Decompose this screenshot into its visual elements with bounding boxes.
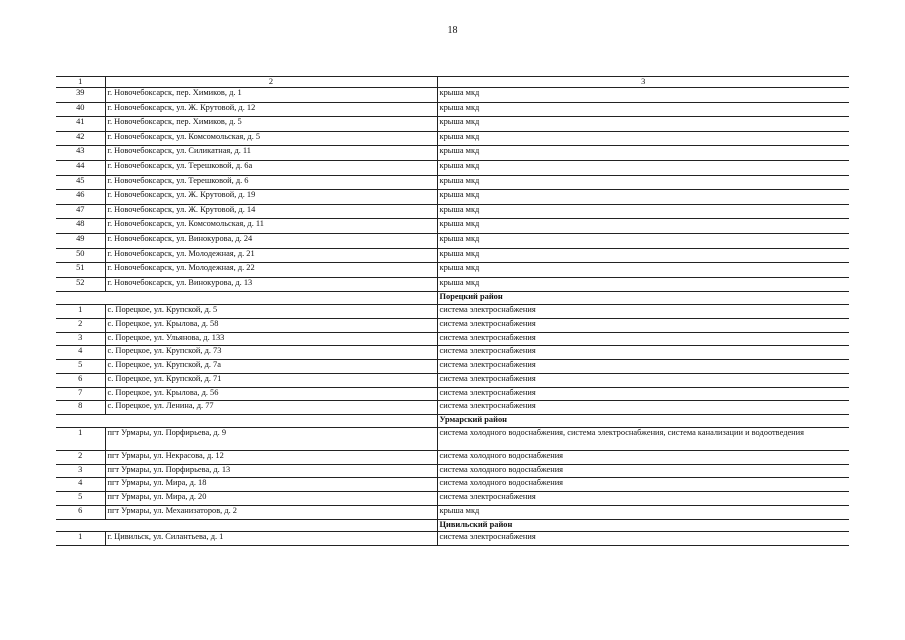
row-address: г. Новочебоксарск, ул. Винокурова, д. 13 — [105, 277, 437, 292]
row-address: г. Цивильск, ул. Силантьева, д. 1 — [105, 532, 437, 546]
table-row — [56, 117, 849, 132]
row-system: крыша мкд — [437, 204, 849, 219]
table-row — [56, 506, 849, 520]
table-row — [56, 401, 849, 415]
row-system: система электроснабжения — [437, 360, 849, 374]
row-number: 50 — [56, 248, 105, 263]
table-row — [56, 373, 849, 387]
row-address: пгт Урмары, ул. Порфирьева, д. 9 — [105, 427, 437, 450]
row-address: с. Порецкое, ул. Крупской, д. 71 — [105, 373, 437, 387]
row-number: 51 — [56, 263, 105, 278]
row-system: система холодного водоснабжения — [437, 478, 849, 492]
row-address: с. Порецкое, ул. Ульянова, д. 133 — [105, 332, 437, 346]
row-address: г. Новочебоксарск, ул. Силикатная, д. 11 — [105, 146, 437, 161]
column-header-address: 2 — [105, 77, 437, 88]
row-system: система электроснабжения — [437, 401, 849, 415]
district-name: Порецкий район — [437, 292, 849, 305]
table-row — [56, 263, 849, 278]
row-number: 6 — [56, 373, 105, 387]
row-number: 3 — [56, 332, 105, 346]
row-system: крыша мкд — [437, 88, 849, 103]
objects-table — [56, 76, 849, 546]
row-system: система электроснабжения — [437, 387, 849, 401]
row-system: система холодного водоснабжения — [437, 450, 849, 464]
row-number: 8 — [56, 401, 105, 415]
row-system: система электроснабжения — [437, 346, 849, 360]
row-number: 1 — [56, 427, 105, 450]
row-address: г. Новочебоксарск, ул. Комсомольская, д. 5 — [105, 131, 437, 146]
row-number: 2 — [56, 450, 105, 464]
row-number: 52 — [56, 277, 105, 292]
table-row — [56, 219, 849, 234]
district-name: Цивильский район — [437, 519, 849, 532]
district-header-row — [56, 292, 849, 305]
row-number: 39 — [56, 88, 105, 103]
row-number: 47 — [56, 204, 105, 219]
district-name: Урмарский район — [437, 415, 849, 428]
row-address: г. Новочебоксарск, пер. Химиков, д. 5 — [105, 117, 437, 132]
row-address: пгт Урмары, ул. Порфирьева, д. 13 — [105, 464, 437, 478]
table-row — [56, 277, 849, 292]
table-row — [56, 450, 849, 464]
page-number: 18 — [447, 25, 458, 36]
row-system: крыша мкд — [437, 146, 849, 161]
row-number: 1 — [56, 532, 105, 546]
row-system: крыша мкд — [437, 277, 849, 292]
row-system: система электроснабжения — [437, 318, 849, 332]
row-number: 45 — [56, 175, 105, 190]
row-number: 49 — [56, 233, 105, 248]
row-address: с. Порецкое, ул. Ленина, д. 77 — [105, 401, 437, 415]
row-address: г. Новочебоксарск, ул. Ж. Крутовой, д. 19 — [105, 190, 437, 205]
table-row — [56, 532, 849, 546]
row-address: с. Порецкое, ул. Крылова, д. 58 — [105, 318, 437, 332]
row-system: крыша мкд — [437, 102, 849, 117]
row-address: г. Новочебоксарск, ул. Терешковой, д. 6 — [105, 175, 437, 190]
table-row — [56, 160, 849, 175]
row-number: 2 — [56, 318, 105, 332]
table-row — [56, 248, 849, 263]
table-row — [56, 190, 849, 205]
row-system: крыша мкд — [437, 175, 849, 190]
row-number: 46 — [56, 190, 105, 205]
row-system: крыша мкд — [437, 506, 849, 520]
row-number: 41 — [56, 117, 105, 132]
row-address: г. Новочебоксарск, ул. Молодежная, д. 21 — [105, 248, 437, 263]
row-number: 43 — [56, 146, 105, 161]
row-system: крыша мкд — [437, 263, 849, 278]
table-row — [56, 175, 849, 190]
row-address: с. Порецкое, ул. Крупской, д. 73 — [105, 346, 437, 360]
row-number: 6 — [56, 506, 105, 520]
district-spacer — [56, 415, 437, 428]
table-row — [56, 131, 849, 146]
table-row — [56, 204, 849, 219]
row-number: 40 — [56, 102, 105, 117]
table-row — [56, 146, 849, 161]
row-number: 3 — [56, 464, 105, 478]
table-row — [56, 233, 849, 248]
district-header-row — [56, 415, 849, 428]
row-number: 7 — [56, 387, 105, 401]
table-row — [56, 102, 849, 117]
table-row — [56, 318, 849, 332]
row-address: г. Новочебоксарск, ул. Ж. Крутовой, д. 12 — [105, 102, 437, 117]
table-row — [56, 492, 849, 506]
row-address: с. Порецкое, ул. Крылова, д. 56 — [105, 387, 437, 401]
table-row — [56, 304, 849, 318]
row-number: 4 — [56, 346, 105, 360]
row-address: пгт Урмары, ул. Мира, д. 20 — [105, 492, 437, 506]
column-header-system: 3 — [437, 77, 849, 88]
row-number: 44 — [56, 160, 105, 175]
row-address: с. Порецкое, ул. Крупской, д. 5 — [105, 304, 437, 318]
table-row — [56, 346, 849, 360]
row-system: крыша мкд — [437, 131, 849, 146]
table-row — [56, 88, 849, 103]
row-system: система электроснабжения — [437, 332, 849, 346]
table-header-row — [56, 77, 849, 88]
row-number: 1 — [56, 304, 105, 318]
row-address: г. Новочебоксарск, ул. Комсомольская, д. 11 — [105, 219, 437, 234]
row-address: г. Новочебоксарск, ул. Ж. Крутовой, д. 14 — [105, 204, 437, 219]
row-address: пгт Урмары, ул. Мира, д. 18 — [105, 478, 437, 492]
row-address: с. Порецкое, ул. Крупской, д. 7а — [105, 360, 437, 374]
table-row — [56, 464, 849, 478]
table-row — [56, 478, 849, 492]
row-system: система холодного водоснабжения, система электроснабжения, система канализации и водоотведения — [437, 427, 849, 450]
row-system: система электроснабжения — [437, 304, 849, 318]
table-row — [56, 387, 849, 401]
row-system: система электроснабжения — [437, 373, 849, 387]
row-number: 5 — [56, 360, 105, 374]
district-spacer — [56, 519, 437, 532]
column-header-number: 1 — [56, 77, 105, 88]
row-system: крыша мкд — [437, 190, 849, 205]
row-address: г. Новочебоксарск, ул. Винокурова, д. 24 — [105, 233, 437, 248]
table-row — [56, 360, 849, 374]
district-spacer — [56, 292, 437, 305]
objects-table-body — [56, 77, 849, 546]
row-system: крыша мкд — [437, 117, 849, 132]
table-row — [56, 332, 849, 346]
row-system: система электроснабжения — [437, 532, 849, 546]
row-number: 4 — [56, 478, 105, 492]
row-address: пгт Урмары, ул. Механизаторов, д. 2 — [105, 506, 437, 520]
row-address: г. Новочебоксарск, ул. Молодежная, д. 22 — [105, 263, 437, 278]
row-system: крыша мкд — [437, 219, 849, 234]
row-address: г. Новочебоксарск, ул. Терешковой, д. 6а — [105, 160, 437, 175]
row-system: крыша мкд — [437, 248, 849, 263]
row-number: 48 — [56, 219, 105, 234]
row-number: 5 — [56, 492, 105, 506]
row-address: пгт Урмары, ул. Некрасова, д. 12 — [105, 450, 437, 464]
row-system: система электроснабжения — [437, 492, 849, 506]
table-row — [56, 427, 849, 450]
row-system: система холодного водоснабжения — [437, 464, 849, 478]
row-address: г. Новочебоксарск, пер. Химиков, д. 1 — [105, 88, 437, 103]
district-header-row — [56, 519, 849, 532]
row-number: 42 — [56, 131, 105, 146]
row-system: крыша мкд — [437, 160, 849, 175]
row-system: крыша мкд — [437, 233, 849, 248]
